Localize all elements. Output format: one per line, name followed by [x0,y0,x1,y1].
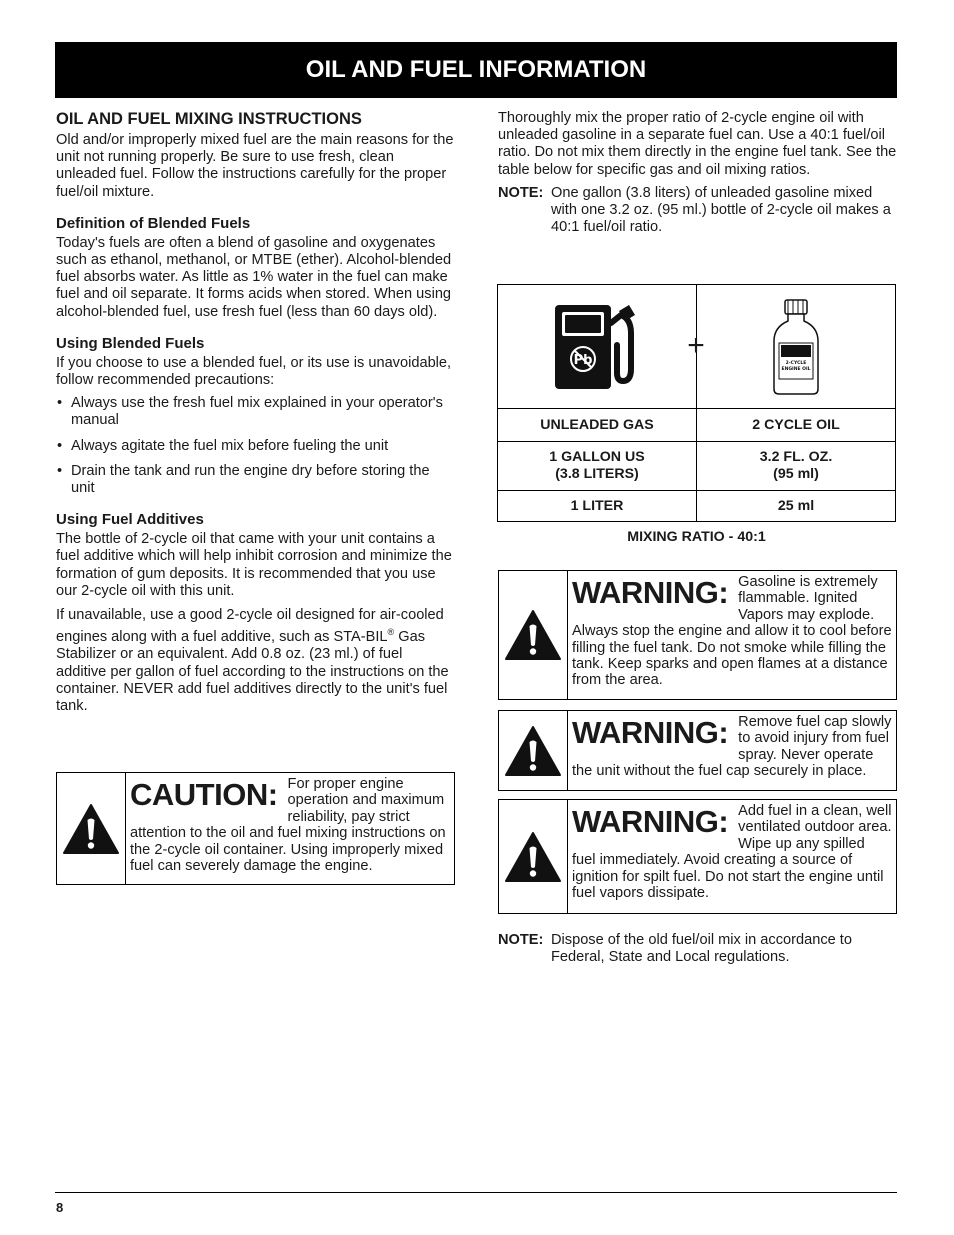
caution-signal-word: CAUTION: [130,777,278,812]
blended-fuels-definition-text: Today's fuels are often a blend of gasoline and oxygenates such as ethanol, methanol, or MTBE (ether). Alcohol-blended fuel absorbs water. As little as 1% water in the fuel can make fuel and oil separate. It forms acids when stored. When using alcohol-blended fuel, use fresh fuel (less than 60 days old). [56,234,452,320]
mixing-ratio-caption: MIXING RATIO - 40:1 [627,529,766,545]
bottle-label-line-1: 2-CYCLE [785,360,807,366]
mixing-ratio-table [497,284,896,522]
registered-mark: ® [387,627,395,638]
note-one-gallon [498,185,898,237]
table-cell: (95 ml) [773,466,819,482]
warning-triangle-icon [504,609,562,661]
note-label: NOTE: [498,184,544,201]
warning-text: Gasoline is extremely flammable. Ignited Vapors may explode. Always stop the engine and allow it to cool before filling the fuel tank. Do not smoke while filling the tank. Keep sparks and open flames at a distance from the area. [572,574,892,689]
warning-triangle-icon [504,725,562,777]
table-cell: 1 GALLON US [549,449,645,465]
column-header-oil: 2 CYCLE OIL [696,409,895,441]
oil-bottle-icon [768,297,824,397]
warning-box-ventilation [498,799,897,914]
plus-sign: + [687,329,705,362]
svg-text:Pb: Pb [573,352,593,368]
warning-signal-word: WARNING: [572,575,729,610]
blended-fuels-definition-heading: Definition of Blended Fuels [56,214,251,232]
fuel-additives-text-1: The bottle of 2-cycle oil that came with your unit contains a fuel additive which will help inhibit corrosion and minimize the formation of gum deposits. It is recommended that you use our 2-cycle oil with this unit. [56,531,452,599]
table-row [498,442,895,491]
left-column [56,110,456,715]
mixing-instructions-heading: OIL AND FUEL MIXING INSTRUCTIONS [56,110,362,128]
section-title-banner [55,42,897,98]
warning-text: Add fuel in a clean, well ventilated outdoor area. Wipe up any spilled fuel immediately. Avoid creating a source of ignition for spilt fuel. Do not start the engine until fuel vapors dissipate. [572,803,892,902]
caution-box [56,772,455,885]
table-row [498,491,895,522]
table-cell: (3.8 LITERS) [555,466,639,482]
table-cell: 3.2 FL. OZ. [759,449,833,465]
warning-text: Remove fuel cap slowly to avoid injury from fuel spray. Never operate the unit without the fuel cap securely in place. [572,714,892,780]
using-blended-fuels-text: If you choose to use a blended fuel, or its use is unavoidable, follow recommended precautions: [56,354,452,389]
note-label: NOTE: [498,932,544,948]
note-disposal [498,932,898,966]
caution-triangle-icon [62,803,120,855]
warning-triangle-icon [504,831,562,883]
caution-text: For proper engine operation and maximum reliability, pay strict attention to the oil and fuel mixing instructions on the 2-cycle oil container. Using improperly mixed fuel can severely damage the engine. [130,776,446,875]
table-cell: 25 ml [696,491,895,522]
mixing-intro-text: Old and/or improperly mixed fuel are the main reasons for the unit not running properly. Be sure to use fresh, clean unleaded fuel. Follow the instructions carefully for the proper fuel/oil mixture. [56,132,454,200]
page-title: OIL AND FUEL INFORMATION [305,56,647,83]
note-text: Dispose of the old fuel/oil mix in accordance to Federal, State and Local regulations. [551,932,852,966]
using-blended-fuels-heading: Using Blended Fuels [56,334,205,352]
fuel-pump-icon [549,299,645,395]
page-number: 8 [56,1200,64,1215]
column-header-gas: UNLEADED GAS [540,416,654,433]
footer-divider [55,1192,897,1193]
fuel-additives-heading: Using Fuel Additives [56,511,204,529]
bottle-label-line-2: ENGINE OIL [781,366,811,372]
warning-box-flammable [498,570,897,700]
mixing-ratio-intro: Thoroughly mix the proper ratio of 2-cycle engine oil with unleaded gasoline in a separate fuel can. Use a 40:1 fuel/oil ratio. Do not mix them directly in the engine fuel tank. See the table below for specific gas and oil mixing ratios. [498,110,897,178]
warning-box-fuel-cap [498,710,897,791]
list-item: • Always use the fresh fuel mix explained in your operator's manual [56,395,456,429]
note-text: One gallon (3.8 liters) of unleaded gasoline mixed with one 3.2 oz. (95 ml.) bottle of 2-cycle oil makes a 40:1 fuel/oil ratio. [551,184,891,236]
table-header-row [498,409,895,442]
list-item: • Always agitate the fuel mix before fueling the unit [56,438,456,455]
warning-signal-word: WARNING: [572,804,729,839]
precaution-list [56,395,456,497]
fuel-additives-text-2: If unavailable, use a good 2-cycle oil designed for air-cooled engines along with a fuel additive, such as STA-BIL® Gas Stabilizer or an equivalent. Add 0.8 oz. (23 ml.) of fuel additive per gallon of fuel according to the instructions on the container. NEVER add fuel additives directly to the unit's fuel tank. [56,607,449,714]
list-item: • Drain the tank and run the engine dry before storing the unit [56,463,456,497]
table-cell: 1 LITER [570,498,624,514]
warning-signal-word: WARNING: [572,715,729,750]
right-column [498,110,898,236]
